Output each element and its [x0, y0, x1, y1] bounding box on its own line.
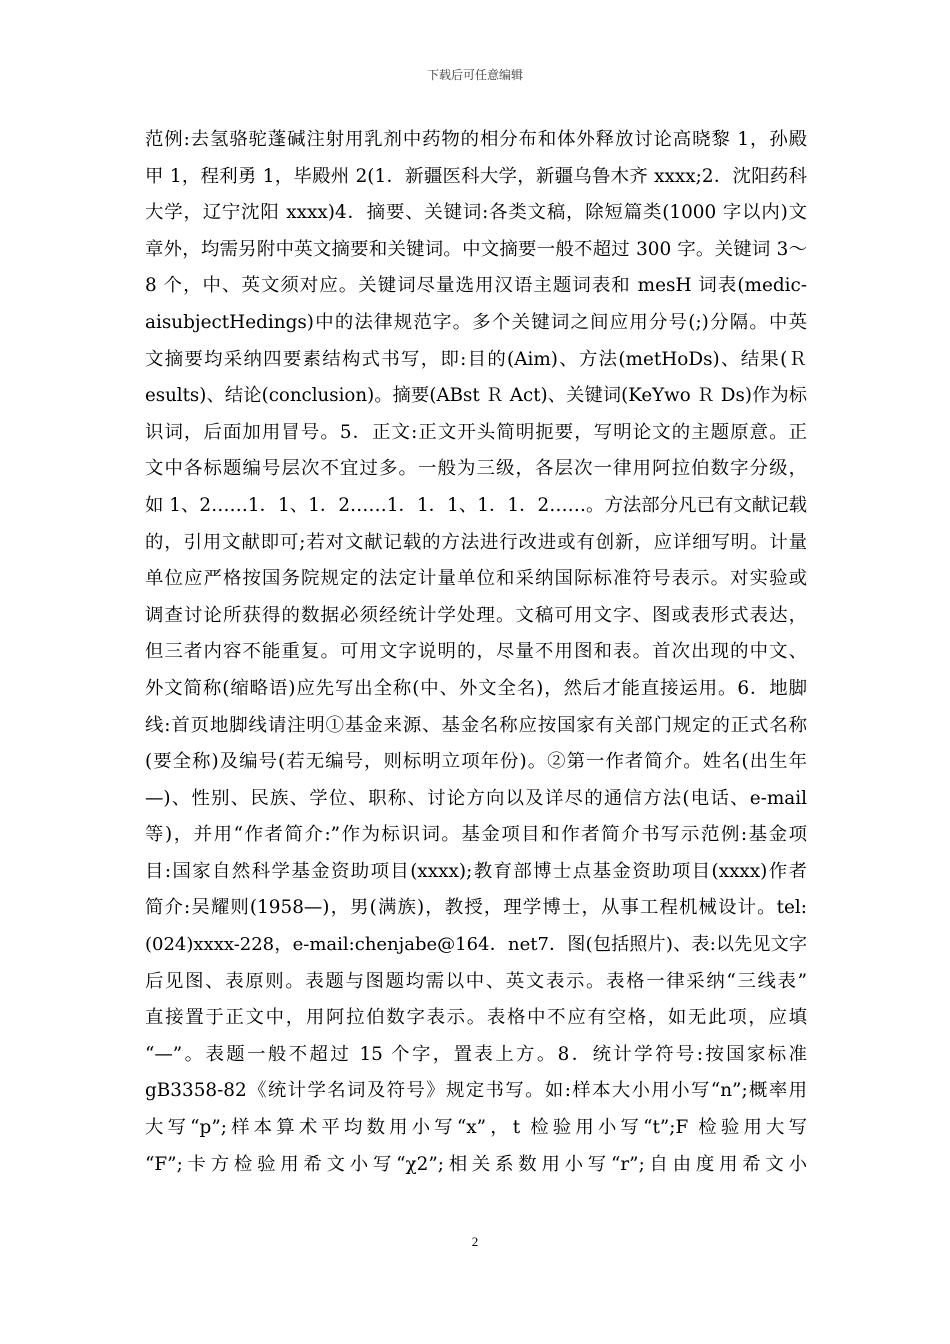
- text-line: 单位应严格按国务院规定的法定计量单位和采纳国际标准符号表示。对实验或: [145, 568, 807, 590]
- text-line: 大写“p”;样本算术平均数用小写“x”，t 检验用小写“t”;F 检验用大写: [145, 1117, 807, 1139]
- text-line: 如 1、2……1．1、1．2……1．1．1、1．1．2……。方法部分凡已有文献记载: [145, 494, 807, 516]
- text-line: 简介:吴耀则(1958—)，男(满族)，教授，理学博士，从事工程机械设计。tel:: [145, 897, 807, 919]
- text-line: 外文简称(缩略语)应先写出全称(中、外文全名)，然后才能直接运用。6．地脚: [145, 677, 807, 699]
- text-line: 文中各标题编号层次不宜过多。一般为三级，各层次一律用阿拉伯数字分级，: [145, 458, 807, 480]
- text-line: 线:首页地脚线请注明①基金来源、基金名称应按国家有关部门规定的正式名称: [145, 714, 807, 736]
- text-line: —)、性别、民族、学位、职称、讨论方向以及详尽的通信方法(电话、e-mail: [145, 787, 807, 809]
- text-line: “F”;卡方检验用希文小写“χ2”;相关系数用小写“r”;自由度用希文小: [145, 1153, 807, 1175]
- text-line: 调查讨论所获得的数据必须经统计学处理。文稿可用文字、图或表形式表达，: [145, 604, 807, 626]
- text-line: “—”。表题一般不超过 15 个字，置表上方。8．统计学符号:按国家标准: [145, 1043, 807, 1065]
- text-line: 的，引用文献即可;若对文献记载的方法进行改进或有创新，应详细写明。计量: [145, 531, 807, 553]
- text-line: 大学，辽宁沈阳 xxxx)4．摘要、关键词:各类文稿，除短篇类(1000 字以内)文: [145, 202, 807, 224]
- text-line: 章外，均需另附中英文摘要和关键词。中文摘要一般不超过 300 字。关键词 3～: [145, 238, 807, 260]
- text-line: 文摘要均采纳四要素结构式书写，即:目的(Aim)、方法(metHoDs)、结果(Ｒ: [145, 348, 807, 370]
- text-line: gB3358-82《统计学名词及符号》规定书写。如:样本大小用小写“n”;概率用: [145, 1080, 807, 1102]
- text-line: (要全称)及编号(若无编号，则标明立项年份)。②第一作者简介。姓名(出生年: [145, 751, 807, 773]
- text-line: 直接置于正文中，用阿拉伯数字表示。表格中不应有空格，如无此项，应填: [145, 1007, 807, 1029]
- page-number: 2: [471, 1234, 479, 1249]
- text-line: aisubjectHedings)中的法律规范字。多个关键词之间应用分号(;)分隔。中英: [145, 311, 807, 333]
- text-line: 识词，后面加用冒号。5．正文:正文开头简明扼要，写明论文的主题原意。正: [145, 421, 807, 443]
- text-line: 范例:去氢骆驼蓬碱注射用乳剂中药物的相分布和体外释放讨论高晓黎 1，孙殿: [145, 129, 807, 150]
- text-line: esults)、结论(conclusion)。摘要(ABst Ｒ Act)、关键词(KeYwo Ｒ Ds)作为标: [145, 385, 807, 407]
- text-line: (024)xxxx-228，e-mail:chenjabe@164．net7．图(包括照片)、表:以先见文字: [145, 934, 807, 956]
- document-body: [145, 122, 807, 1183]
- page-header: 下载后可任意编辑: [426, 68, 523, 82]
- text-line: 目:国家自然科学基金资助项目(xxxx);教育部博士点基金资助项目(xxxx)作者: [145, 860, 807, 882]
- text-line: 后见图、表原则。表题与图题均需以中、英文表示。表格一律采纳“三线表”: [145, 970, 807, 992]
- text-line: 甲 1，程利勇 1，毕殿州 2(1．新疆医科大学，新疆乌鲁木齐 xxxx;2．沈阳药科: [145, 165, 807, 187]
- text-line: 等)，并用“作者简介:”作为标识词。基金项目和作者简介书写示范例:基金项: [145, 824, 807, 846]
- text-line: 8 个，中、英文须对应。关键词尽量选用汉语主题词表和 mesH 词表(medic-: [145, 275, 807, 297]
- text-line: 但三者内容不能重复。可用文字说明的，尽量不用图和表。首次出现的中文、: [145, 641, 807, 663]
